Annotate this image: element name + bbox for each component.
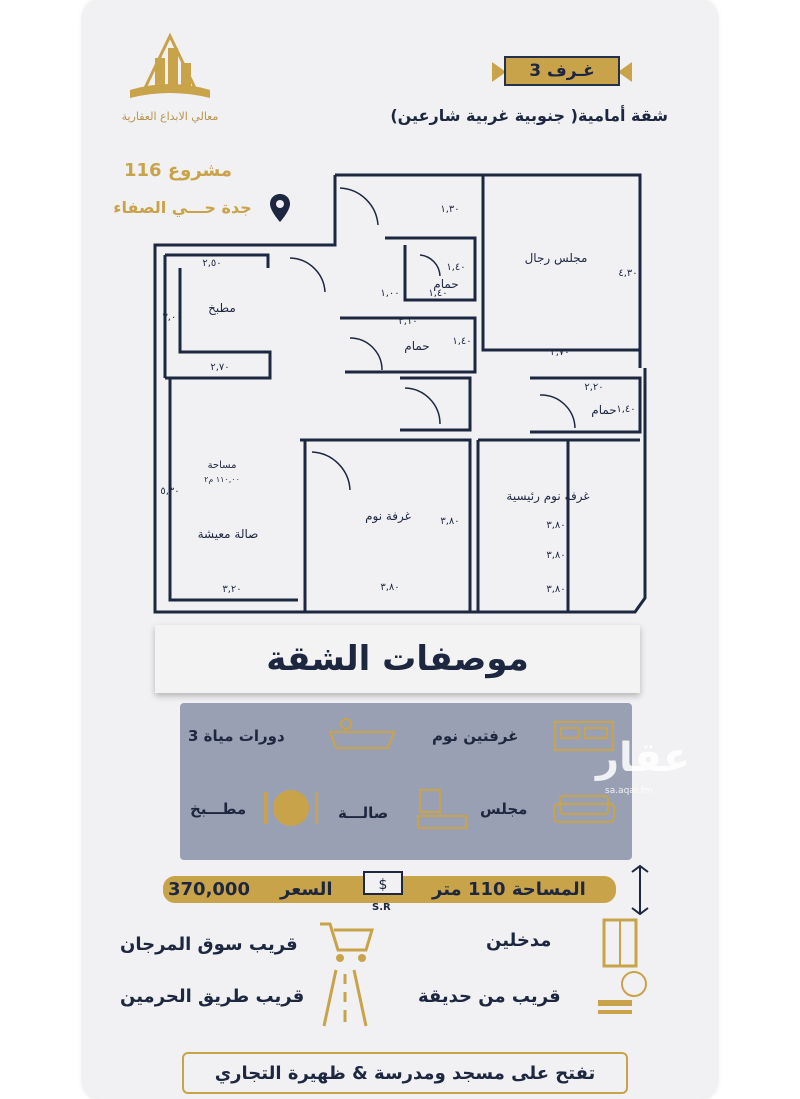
perk-road: قريب طريق الحرمين (120, 986, 305, 1007)
rooms-banner (492, 56, 632, 86)
dim-label: ٢,٧٠ (210, 362, 230, 373)
room-kitchen: مطبخ (208, 301, 236, 315)
footer-banner: تفتح على مسجد ومدرسة & ظهيرة التجاري (182, 1052, 628, 1094)
dim-label: ٢,٢٠ (584, 382, 604, 393)
area-height-icon (628, 864, 652, 916)
company-logo (125, 28, 215, 108)
feature-hall: صالـــة (338, 804, 389, 822)
feature-majlis: مجلس (480, 800, 528, 818)
project-number: مشروع 116 (124, 160, 232, 181)
dim-label: ٣,٢٠ (222, 584, 242, 595)
area-text: المساحة 110 متر (432, 879, 586, 900)
svg-text:$: $ (378, 877, 388, 893)
room-living: صالة معيشة (197, 527, 259, 541)
dim-label: ٣,٨٠ (440, 516, 460, 527)
dim-label: ٢,٥٠ (202, 258, 222, 269)
dim-label: ٣,٨٠ (546, 520, 566, 531)
plate-icon (262, 786, 320, 830)
door-icon (600, 918, 640, 968)
features-title: موصفات الشقة (155, 625, 640, 693)
dim-label: ١,٠٠ (380, 288, 400, 299)
living-area-value: ١١٠,٠٠ م٢ (204, 475, 240, 484)
perk-park: قريب من حديقة (418, 986, 561, 1007)
shopping-cart-icon (318, 918, 374, 966)
dim-label: ١,٤٠ (452, 336, 472, 347)
room-men-majlis: مجلس رجال (524, 251, 588, 265)
park-bench-icon (594, 968, 654, 1020)
currency-label: S.R (372, 902, 391, 913)
dim-label: ٥,٣٠ (160, 486, 180, 497)
money-icon (360, 870, 406, 902)
room-bath-1: حمام (433, 277, 459, 291)
bed-icon (553, 716, 615, 756)
dim-label: ١,٤٠ (446, 262, 466, 273)
sofa-icon (552, 790, 616, 830)
dim-label: ٣,٨٠ (380, 582, 400, 593)
dim-label: ٤,٣٠ (618, 268, 638, 279)
perk-market: قريب سوق المرجان (120, 934, 298, 955)
feature-bedrooms: غرفتين نوم (432, 727, 519, 745)
room-bath-3: حمام (591, 403, 617, 417)
price-value: 370,000 (168, 879, 250, 900)
dim-label: ٣,٧٠ (550, 347, 570, 358)
dim-label: ١,٣٠ (440, 204, 460, 215)
watermark-site: sa.aqar.fm (605, 786, 653, 796)
feature-bathrooms: 3 دورات مياة (188, 727, 285, 745)
dim-label: ٣,٨٠ (546, 550, 566, 561)
company-name: معالي الابداع العقارية (121, 110, 219, 123)
bathtub-icon (326, 714, 398, 754)
dim-label: ١,٤٠ (616, 404, 636, 415)
apartment-subtitle: شقة أمامية( جنوبية غربية شارعين) (390, 106, 668, 125)
dim-label: ٣,٠٠ (162, 312, 182, 323)
rooms-tag: 3 غـرف (504, 56, 620, 86)
living-area-label: مساحة (207, 460, 237, 471)
living-room-icon (416, 786, 468, 832)
location-text: جدة حـــي الصفاء (113, 198, 252, 217)
price-label: السعر (280, 879, 333, 900)
feature-kitchen: مطـــبخ (190, 800, 247, 818)
floor-plan (150, 170, 660, 620)
perk-entrances: مدخلين (486, 930, 552, 951)
dim-label: ٣,٨٠ (546, 584, 566, 595)
room-bath-2: حمام (404, 339, 430, 353)
room-bedroom: غرفة نوم (365, 509, 411, 523)
dim-label: ٣,١٠ (398, 316, 418, 327)
road-icon (322, 968, 368, 1028)
dim-label: ١,٤٠ (428, 288, 448, 299)
watermark-brand: عقار (596, 735, 691, 781)
room-master-bedroom: غرفة نوم رئيسية (506, 489, 590, 503)
